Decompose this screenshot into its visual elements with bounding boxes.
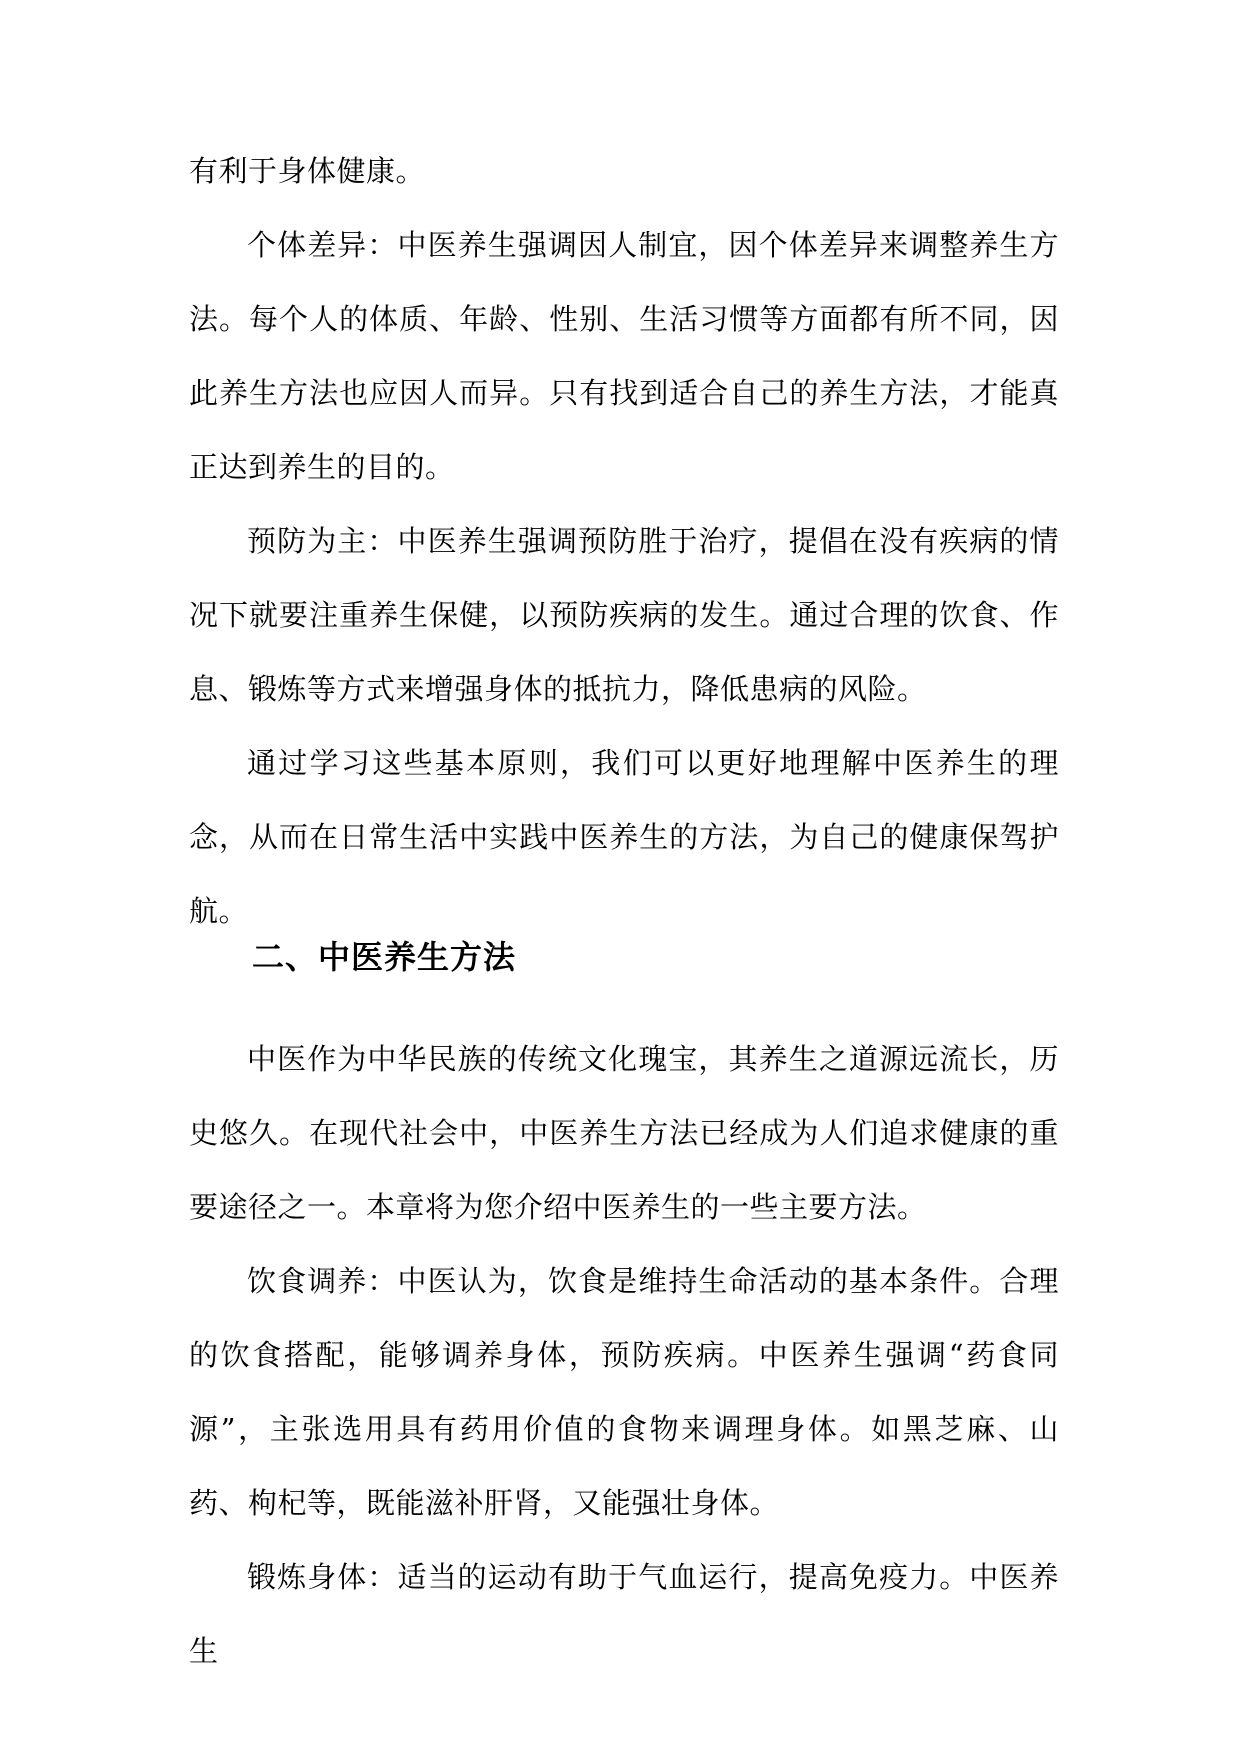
paragraph-individual-differences: 个体差异：中医养生强调因人制宜，因个体差异来调整养生方法。每个人的体质、年龄、性别、生活习惯等方面都有所不同，因此养生方法也应因人而异。只有找到适合自己的养生方法，才能真正达到养生的目的。 <box>189 228 1059 484</box>
paragraph-prevention-first: 预防为主：中医养生强调预防胜于治疗，提倡在没有疾病的情况下就要注重养生保健，以预防疾病的发生。通过合理的饮食、作息、锻炼等方式来增强身体的抵抗力，降低患病的风险。 <box>189 524 1059 706</box>
paragraph-diet-regulation: 饮食调养：中医认为，饮食是维持生命活动的基本条件。合理的饮食搭配，能够调养身体，预防疾病。中医养生强调“药食同源”，主张选用具有药用价值的食物来调理身体。如黑芝麻、山药、枸杞等，既能滋补肝肾，又能强壮身体。 <box>189 1264 1059 1520</box>
paragraph-learning-principles: 通过学习这些基本原则，我们可以更好地理解中医养生的理念，从而在日常生活中实践中医养生的方法，为自己的健康保驾护航。 <box>189 746 1059 928</box>
paragraph-tcm-introduction: 中医作为中华民族的传统文化瑰宝，其养生之道源远流长，历史悠久。在现代社会中，中医养生方法已经成为人们追求健康的重要途径之一。本章将为您介绍中医养生的一些主要方法。 <box>189 1042 1059 1224</box>
paragraph-continuation: 有利于身体健康。 <box>189 154 426 188</box>
section-heading: 二、中医养生方法 <box>252 938 517 976</box>
paragraph-physical-exercise: 锻炼身体：适当的运动有助于气血运行，提高免疫力。中医养生 <box>189 1560 1059 1668</box>
